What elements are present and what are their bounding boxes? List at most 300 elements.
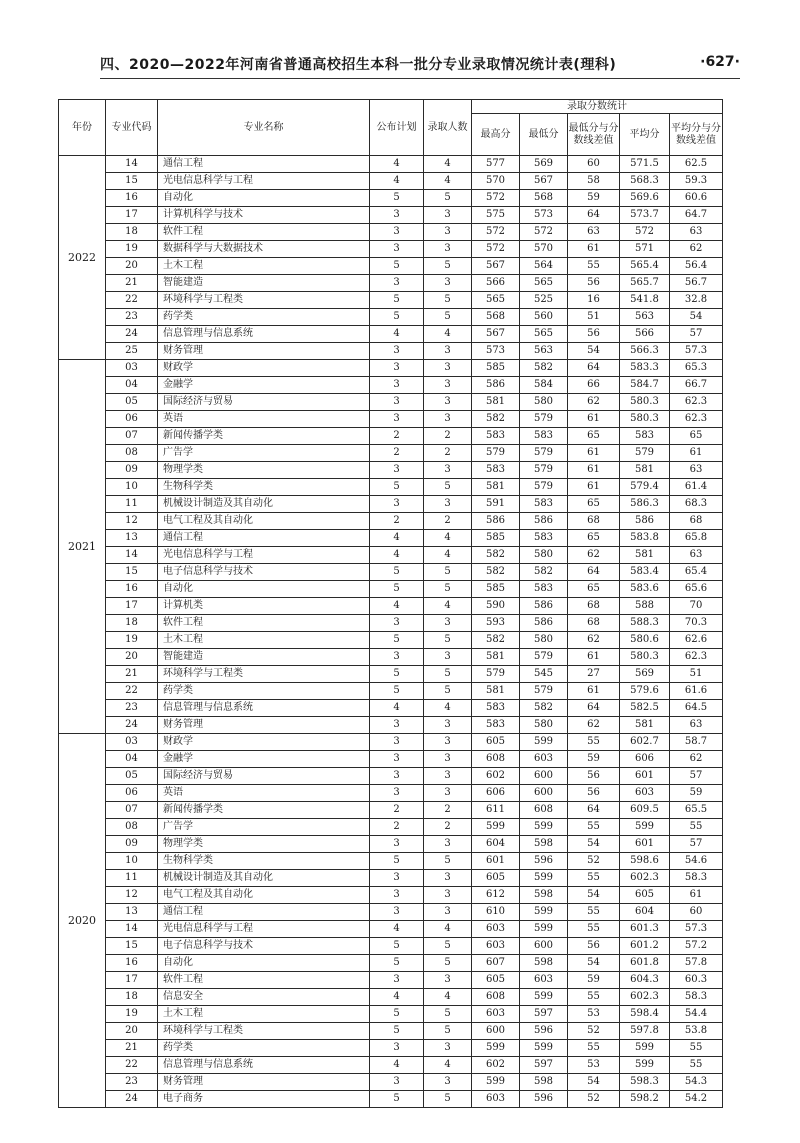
max-cell: 585 xyxy=(472,530,520,547)
min-diff-cell: 56 xyxy=(568,326,620,343)
max-cell: 607 xyxy=(472,955,520,972)
code-cell: 12 xyxy=(106,887,158,904)
name-cell: 广告学 xyxy=(158,445,370,462)
table-row xyxy=(59,309,723,326)
table-row xyxy=(59,751,723,768)
min-cell: 608 xyxy=(520,802,568,819)
min-cell: 567 xyxy=(520,173,568,190)
plan-cell: 3 xyxy=(370,734,424,751)
min-cell: 568 xyxy=(520,190,568,207)
admitted-cell: 5 xyxy=(424,632,472,649)
min-diff-cell: 68 xyxy=(568,615,620,632)
plan-cell: 2 xyxy=(370,428,424,445)
max-cell: 599 xyxy=(472,1074,520,1091)
plan-cell: 2 xyxy=(370,819,424,836)
max-cell: 572 xyxy=(472,190,520,207)
min-diff-cell: 54 xyxy=(568,343,620,360)
plan-cell: 5 xyxy=(370,955,424,972)
avg-cell: 604 xyxy=(620,904,670,921)
name-cell: 财务管理 xyxy=(158,1074,370,1091)
max-cell: 582 xyxy=(472,411,520,428)
min-cell: 600 xyxy=(520,938,568,955)
avg-diff-cell: 60.3 xyxy=(670,972,723,989)
table-row xyxy=(59,462,723,479)
admitted-cell: 3 xyxy=(424,751,472,768)
name-cell: 计算机类 xyxy=(158,598,370,615)
max-cell: 599 xyxy=(472,819,520,836)
max-cell: 582 xyxy=(472,564,520,581)
max-cell: 565 xyxy=(472,292,520,309)
max-cell: 577 xyxy=(472,156,520,173)
min-diff-cell: 62 xyxy=(568,394,620,411)
admitted-cell: 5 xyxy=(424,564,472,581)
avg-cell: 580.6 xyxy=(620,632,670,649)
max-cell: 608 xyxy=(472,989,520,1006)
max-cell: 601 xyxy=(472,853,520,870)
name-cell: 国际经济与贸易 xyxy=(158,768,370,785)
avg-cell: 584.7 xyxy=(620,377,670,394)
max-cell: 582 xyxy=(472,547,520,564)
plan-cell: 4 xyxy=(370,1057,424,1074)
min-diff-cell: 61 xyxy=(568,649,620,666)
code-cell: 22 xyxy=(106,1057,158,1074)
code-cell: 18 xyxy=(106,224,158,241)
admitted-cell: 4 xyxy=(424,700,472,717)
min-cell: 565 xyxy=(520,275,568,292)
min-cell: 569 xyxy=(520,156,568,173)
plan-cell: 4 xyxy=(370,156,424,173)
table-row xyxy=(59,938,723,955)
code-cell: 15 xyxy=(106,938,158,955)
plan-cell: 3 xyxy=(370,343,424,360)
max-cell: 593 xyxy=(472,615,520,632)
admission-table xyxy=(58,99,723,1108)
max-cell: 585 xyxy=(472,360,520,377)
min-cell: 599 xyxy=(520,870,568,887)
code-cell: 25 xyxy=(106,343,158,360)
code-cell: 14 xyxy=(106,921,158,938)
avg-diff-cell: 58.3 xyxy=(670,989,723,1006)
admitted-cell: 4 xyxy=(424,156,472,173)
avg-diff-cell: 62.3 xyxy=(670,649,723,666)
name-cell: 自动化 xyxy=(158,581,370,598)
table-body xyxy=(59,156,723,1108)
min-diff-cell: 65 xyxy=(568,496,620,513)
avg-diff-cell: 60 xyxy=(670,904,723,921)
code-cell: 10 xyxy=(106,853,158,870)
admitted-cell: 3 xyxy=(424,904,472,921)
avg-cell: 609.5 xyxy=(620,802,670,819)
min-cell: 579 xyxy=(520,683,568,700)
code-cell: 15 xyxy=(106,564,158,581)
code-cell: 03 xyxy=(106,360,158,377)
name-cell: 光电信息科学与工程 xyxy=(158,921,370,938)
avg-cell: 566 xyxy=(620,326,670,343)
min-diff-cell: 63 xyxy=(568,224,620,241)
table-row xyxy=(59,496,723,513)
avg-diff-cell: 65.4 xyxy=(670,564,723,581)
avg-cell: 583.4 xyxy=(620,564,670,581)
min-cell: 579 xyxy=(520,462,568,479)
table-row xyxy=(59,887,723,904)
avg-cell: 583.8 xyxy=(620,530,670,547)
name-cell: 电子信息科学与技术 xyxy=(158,938,370,955)
max-cell: 573 xyxy=(472,343,520,360)
name-cell: 金融学 xyxy=(158,751,370,768)
admitted-cell: 5 xyxy=(424,666,472,683)
name-cell: 智能建造 xyxy=(158,275,370,292)
max-cell: 572 xyxy=(472,241,520,258)
plan-cell: 3 xyxy=(370,360,424,377)
avg-diff-cell: 57 xyxy=(670,768,723,785)
admitted-cell: 3 xyxy=(424,785,472,802)
min-diff-cell: 55 xyxy=(568,989,620,1006)
min-diff-cell: 55 xyxy=(568,904,620,921)
min-cell: 545 xyxy=(520,666,568,683)
plan-cell: 3 xyxy=(370,785,424,802)
code-cell: 21 xyxy=(106,275,158,292)
table-row xyxy=(59,1091,723,1108)
admitted-cell: 4 xyxy=(424,530,472,547)
plan-cell: 3 xyxy=(370,411,424,428)
max-cell: 572 xyxy=(472,224,520,241)
min-cell: 583 xyxy=(520,581,568,598)
code-cell: 24 xyxy=(106,717,158,734)
avg-diff-cell: 54.4 xyxy=(670,1006,723,1023)
avg-cell: 580.3 xyxy=(620,394,670,411)
table-row xyxy=(59,547,723,564)
table-row xyxy=(59,156,723,173)
max-cell: 583 xyxy=(472,462,520,479)
table-row xyxy=(59,1006,723,1023)
avg-cell: 579.6 xyxy=(620,683,670,700)
min-cell: 564 xyxy=(520,258,568,275)
code-cell: 08 xyxy=(106,819,158,836)
table-row xyxy=(59,972,723,989)
admitted-cell: 4 xyxy=(424,598,472,615)
admitted-cell: 5 xyxy=(424,258,472,275)
min-diff-cell: 61 xyxy=(568,411,620,428)
plan-cell: 3 xyxy=(370,1074,424,1091)
max-cell: 579 xyxy=(472,666,520,683)
min-cell: 596 xyxy=(520,1023,568,1040)
name-cell: 软件工程 xyxy=(158,972,370,989)
avg-cell: 572 xyxy=(620,224,670,241)
avg-diff-cell: 61 xyxy=(670,887,723,904)
avg-diff-cell: 58.3 xyxy=(670,870,723,887)
admitted-cell: 4 xyxy=(424,326,472,343)
name-cell: 电气工程及其自动化 xyxy=(158,513,370,530)
min-cell: 599 xyxy=(520,734,568,751)
min-cell: 584 xyxy=(520,377,568,394)
avg-diff-cell: 56.7 xyxy=(670,275,723,292)
page-title: 四、2020—2022年河南省普通高校招生本科一批分专业录取情况统计表(理科) xyxy=(100,57,617,73)
min-cell: 603 xyxy=(520,972,568,989)
header-avg-diff: 平均分与分数线差值 xyxy=(670,114,723,156)
avg-cell: 601.3 xyxy=(620,921,670,938)
name-cell: 智能建造 xyxy=(158,649,370,666)
min-cell: 582 xyxy=(520,700,568,717)
table-row xyxy=(59,700,723,717)
name-cell: 光电信息科学与工程 xyxy=(158,547,370,564)
plan-cell: 5 xyxy=(370,292,424,309)
avg-cell: 586.3 xyxy=(620,496,670,513)
min-cell: 580 xyxy=(520,547,568,564)
avg-cell: 541.8 xyxy=(620,292,670,309)
min-cell: 600 xyxy=(520,768,568,785)
plan-cell: 5 xyxy=(370,666,424,683)
min-cell: 598 xyxy=(520,836,568,853)
table-row xyxy=(59,207,723,224)
plan-cell: 3 xyxy=(370,887,424,904)
min-diff-cell: 59 xyxy=(568,972,620,989)
table-row xyxy=(59,1074,723,1091)
min-diff-cell: 56 xyxy=(568,275,620,292)
max-cell: 602 xyxy=(472,1057,520,1074)
admitted-cell: 5 xyxy=(424,955,472,972)
name-cell: 药学类 xyxy=(158,683,370,700)
table-row xyxy=(59,632,723,649)
admitted-cell: 3 xyxy=(424,224,472,241)
max-cell: 610 xyxy=(472,904,520,921)
avg-cell: 563 xyxy=(620,309,670,326)
min-diff-cell: 55 xyxy=(568,734,620,751)
avg-diff-cell: 57.2 xyxy=(670,938,723,955)
min-diff-cell: 53 xyxy=(568,1006,620,1023)
max-cell: 585 xyxy=(472,581,520,598)
min-diff-cell: 61 xyxy=(568,445,620,462)
header-year: 年份 xyxy=(59,100,106,156)
max-cell: 599 xyxy=(472,1040,520,1057)
min-cell: 563 xyxy=(520,343,568,360)
admitted-cell: 3 xyxy=(424,768,472,785)
min-cell: 572 xyxy=(520,224,568,241)
avg-diff-cell: 58.7 xyxy=(670,734,723,751)
min-diff-cell: 64 xyxy=(568,207,620,224)
avg-cell: 582.5 xyxy=(620,700,670,717)
header-score-group: 录取分数统计 xyxy=(472,100,723,114)
code-cell: 10 xyxy=(106,479,158,496)
year-cell: 2022 xyxy=(59,156,106,360)
name-cell: 环境科学与工程类 xyxy=(158,292,370,309)
code-cell: 22 xyxy=(106,683,158,700)
admitted-cell: 5 xyxy=(424,1091,472,1108)
avg-cell: 571.5 xyxy=(620,156,670,173)
avg-diff-cell: 56.4 xyxy=(670,258,723,275)
table-row xyxy=(59,683,723,700)
avg-cell: 579.4 xyxy=(620,479,670,496)
max-cell: 586 xyxy=(472,513,520,530)
code-cell: 19 xyxy=(106,1006,158,1023)
table-row xyxy=(59,360,723,377)
table-row xyxy=(59,224,723,241)
name-cell: 信息管理与信息系统 xyxy=(158,1057,370,1074)
table-row xyxy=(59,955,723,972)
min-cell: 582 xyxy=(520,360,568,377)
plan-cell: 3 xyxy=(370,768,424,785)
max-cell: 611 xyxy=(472,802,520,819)
max-cell: 603 xyxy=(472,1006,520,1023)
max-cell: 604 xyxy=(472,836,520,853)
table-row xyxy=(59,1040,723,1057)
max-cell: 583 xyxy=(472,717,520,734)
min-diff-cell: 55 xyxy=(568,819,620,836)
min-cell: 599 xyxy=(520,989,568,1006)
header-rule xyxy=(100,78,740,79)
name-cell: 机械设计制造及其自动化 xyxy=(158,496,370,513)
name-cell: 信息安全 xyxy=(158,989,370,1006)
avg-cell: 586 xyxy=(620,513,670,530)
admitted-cell: 5 xyxy=(424,1023,472,1040)
name-cell: 软件工程 xyxy=(158,224,370,241)
table-row xyxy=(59,921,723,938)
plan-cell: 4 xyxy=(370,989,424,1006)
plan-cell: 2 xyxy=(370,513,424,530)
name-cell: 光电信息科学与工程 xyxy=(158,173,370,190)
avg-diff-cell: 63 xyxy=(670,224,723,241)
avg-diff-cell: 55 xyxy=(670,1040,723,1057)
header-name: 专业名称 xyxy=(158,100,370,156)
min-diff-cell: 65 xyxy=(568,581,620,598)
table-row xyxy=(59,530,723,547)
avg-diff-cell: 57.3 xyxy=(670,343,723,360)
table-row xyxy=(59,1023,723,1040)
code-cell: 04 xyxy=(106,751,158,768)
name-cell: 通信工程 xyxy=(158,904,370,921)
code-cell: 21 xyxy=(106,666,158,683)
avg-cell: 598.6 xyxy=(620,853,670,870)
min-cell: 570 xyxy=(520,241,568,258)
min-cell: 599 xyxy=(520,904,568,921)
name-cell: 通信工程 xyxy=(158,156,370,173)
avg-cell: 581 xyxy=(620,462,670,479)
avg-diff-cell: 62.6 xyxy=(670,632,723,649)
name-cell: 软件工程 xyxy=(158,615,370,632)
code-cell: 13 xyxy=(106,904,158,921)
avg-diff-cell: 63 xyxy=(670,462,723,479)
code-cell: 07 xyxy=(106,428,158,445)
name-cell: 生物科学类 xyxy=(158,479,370,496)
page-header xyxy=(100,52,740,78)
avg-cell: 602.7 xyxy=(620,734,670,751)
min-diff-cell: 53 xyxy=(568,1057,620,1074)
avg-diff-cell: 54 xyxy=(670,309,723,326)
min-diff-cell: 54 xyxy=(568,836,620,853)
max-cell: 590 xyxy=(472,598,520,615)
avg-diff-cell: 62 xyxy=(670,751,723,768)
avg-diff-cell: 70.3 xyxy=(670,615,723,632)
table-row xyxy=(59,785,723,802)
avg-diff-cell: 68 xyxy=(670,513,723,530)
avg-diff-cell: 63 xyxy=(670,547,723,564)
min-diff-cell: 61 xyxy=(568,479,620,496)
avg-diff-cell: 54.6 xyxy=(670,853,723,870)
admitted-cell: 3 xyxy=(424,377,472,394)
plan-cell: 4 xyxy=(370,173,424,190)
code-cell: 06 xyxy=(106,785,158,802)
code-cell: 17 xyxy=(106,598,158,615)
avg-diff-cell: 59.3 xyxy=(670,173,723,190)
min-cell: 580 xyxy=(520,394,568,411)
code-cell: 20 xyxy=(106,1023,158,1040)
code-cell: 07 xyxy=(106,802,158,819)
avg-cell: 581 xyxy=(620,717,670,734)
min-cell: 579 xyxy=(520,445,568,462)
table-row xyxy=(59,819,723,836)
min-cell: 582 xyxy=(520,564,568,581)
table-row xyxy=(59,870,723,887)
min-diff-cell: 64 xyxy=(568,360,620,377)
code-cell: 16 xyxy=(106,955,158,972)
code-cell: 16 xyxy=(106,581,158,598)
min-diff-cell: 59 xyxy=(568,190,620,207)
max-cell: 567 xyxy=(472,258,520,275)
table-row xyxy=(59,717,723,734)
min-diff-cell: 61 xyxy=(568,683,620,700)
plan-cell: 5 xyxy=(370,1006,424,1023)
min-diff-cell: 54 xyxy=(568,1074,620,1091)
avg-diff-cell: 68.3 xyxy=(670,496,723,513)
admitted-cell: 3 xyxy=(424,734,472,751)
min-diff-cell: 66 xyxy=(568,377,620,394)
avg-cell: 601 xyxy=(620,836,670,853)
admitted-cell: 3 xyxy=(424,870,472,887)
avg-cell: 599 xyxy=(620,1057,670,1074)
admitted-cell: 5 xyxy=(424,190,472,207)
avg-diff-cell: 57.8 xyxy=(670,955,723,972)
code-cell: 05 xyxy=(106,768,158,785)
name-cell: 环境科学与工程类 xyxy=(158,1023,370,1040)
avg-cell: 569 xyxy=(620,666,670,683)
name-cell: 土木工程 xyxy=(158,258,370,275)
admitted-cell: 5 xyxy=(424,581,472,598)
avg-diff-cell: 62.5 xyxy=(670,156,723,173)
code-cell: 08 xyxy=(106,445,158,462)
name-cell: 计算机科学与技术 xyxy=(158,207,370,224)
table-row xyxy=(59,173,723,190)
code-cell: 24 xyxy=(106,1091,158,1108)
plan-cell: 3 xyxy=(370,615,424,632)
max-cell: 605 xyxy=(472,870,520,887)
table-row xyxy=(59,394,723,411)
table-row xyxy=(59,1057,723,1074)
plan-cell: 3 xyxy=(370,1040,424,1057)
table-row xyxy=(59,802,723,819)
code-cell: 06 xyxy=(106,411,158,428)
plan-cell: 3 xyxy=(370,462,424,479)
table-row xyxy=(59,666,723,683)
name-cell: 电子商务 xyxy=(158,1091,370,1108)
avg-cell: 583.6 xyxy=(620,581,670,598)
code-cell: 09 xyxy=(106,462,158,479)
min-diff-cell: 55 xyxy=(568,1040,620,1057)
min-diff-cell: 60 xyxy=(568,156,620,173)
code-cell: 18 xyxy=(106,989,158,1006)
name-cell: 国际经济与贸易 xyxy=(158,394,370,411)
plan-cell: 5 xyxy=(370,683,424,700)
table-row xyxy=(59,190,723,207)
name-cell: 物理学类 xyxy=(158,462,370,479)
name-cell: 自动化 xyxy=(158,190,370,207)
max-cell: 603 xyxy=(472,938,520,955)
min-diff-cell: 52 xyxy=(568,853,620,870)
max-cell: 581 xyxy=(472,683,520,700)
code-cell: 15 xyxy=(106,173,158,190)
plan-cell: 5 xyxy=(370,1023,424,1040)
max-cell: 605 xyxy=(472,734,520,751)
min-diff-cell: 56 xyxy=(568,938,620,955)
name-cell: 财务管理 xyxy=(158,717,370,734)
